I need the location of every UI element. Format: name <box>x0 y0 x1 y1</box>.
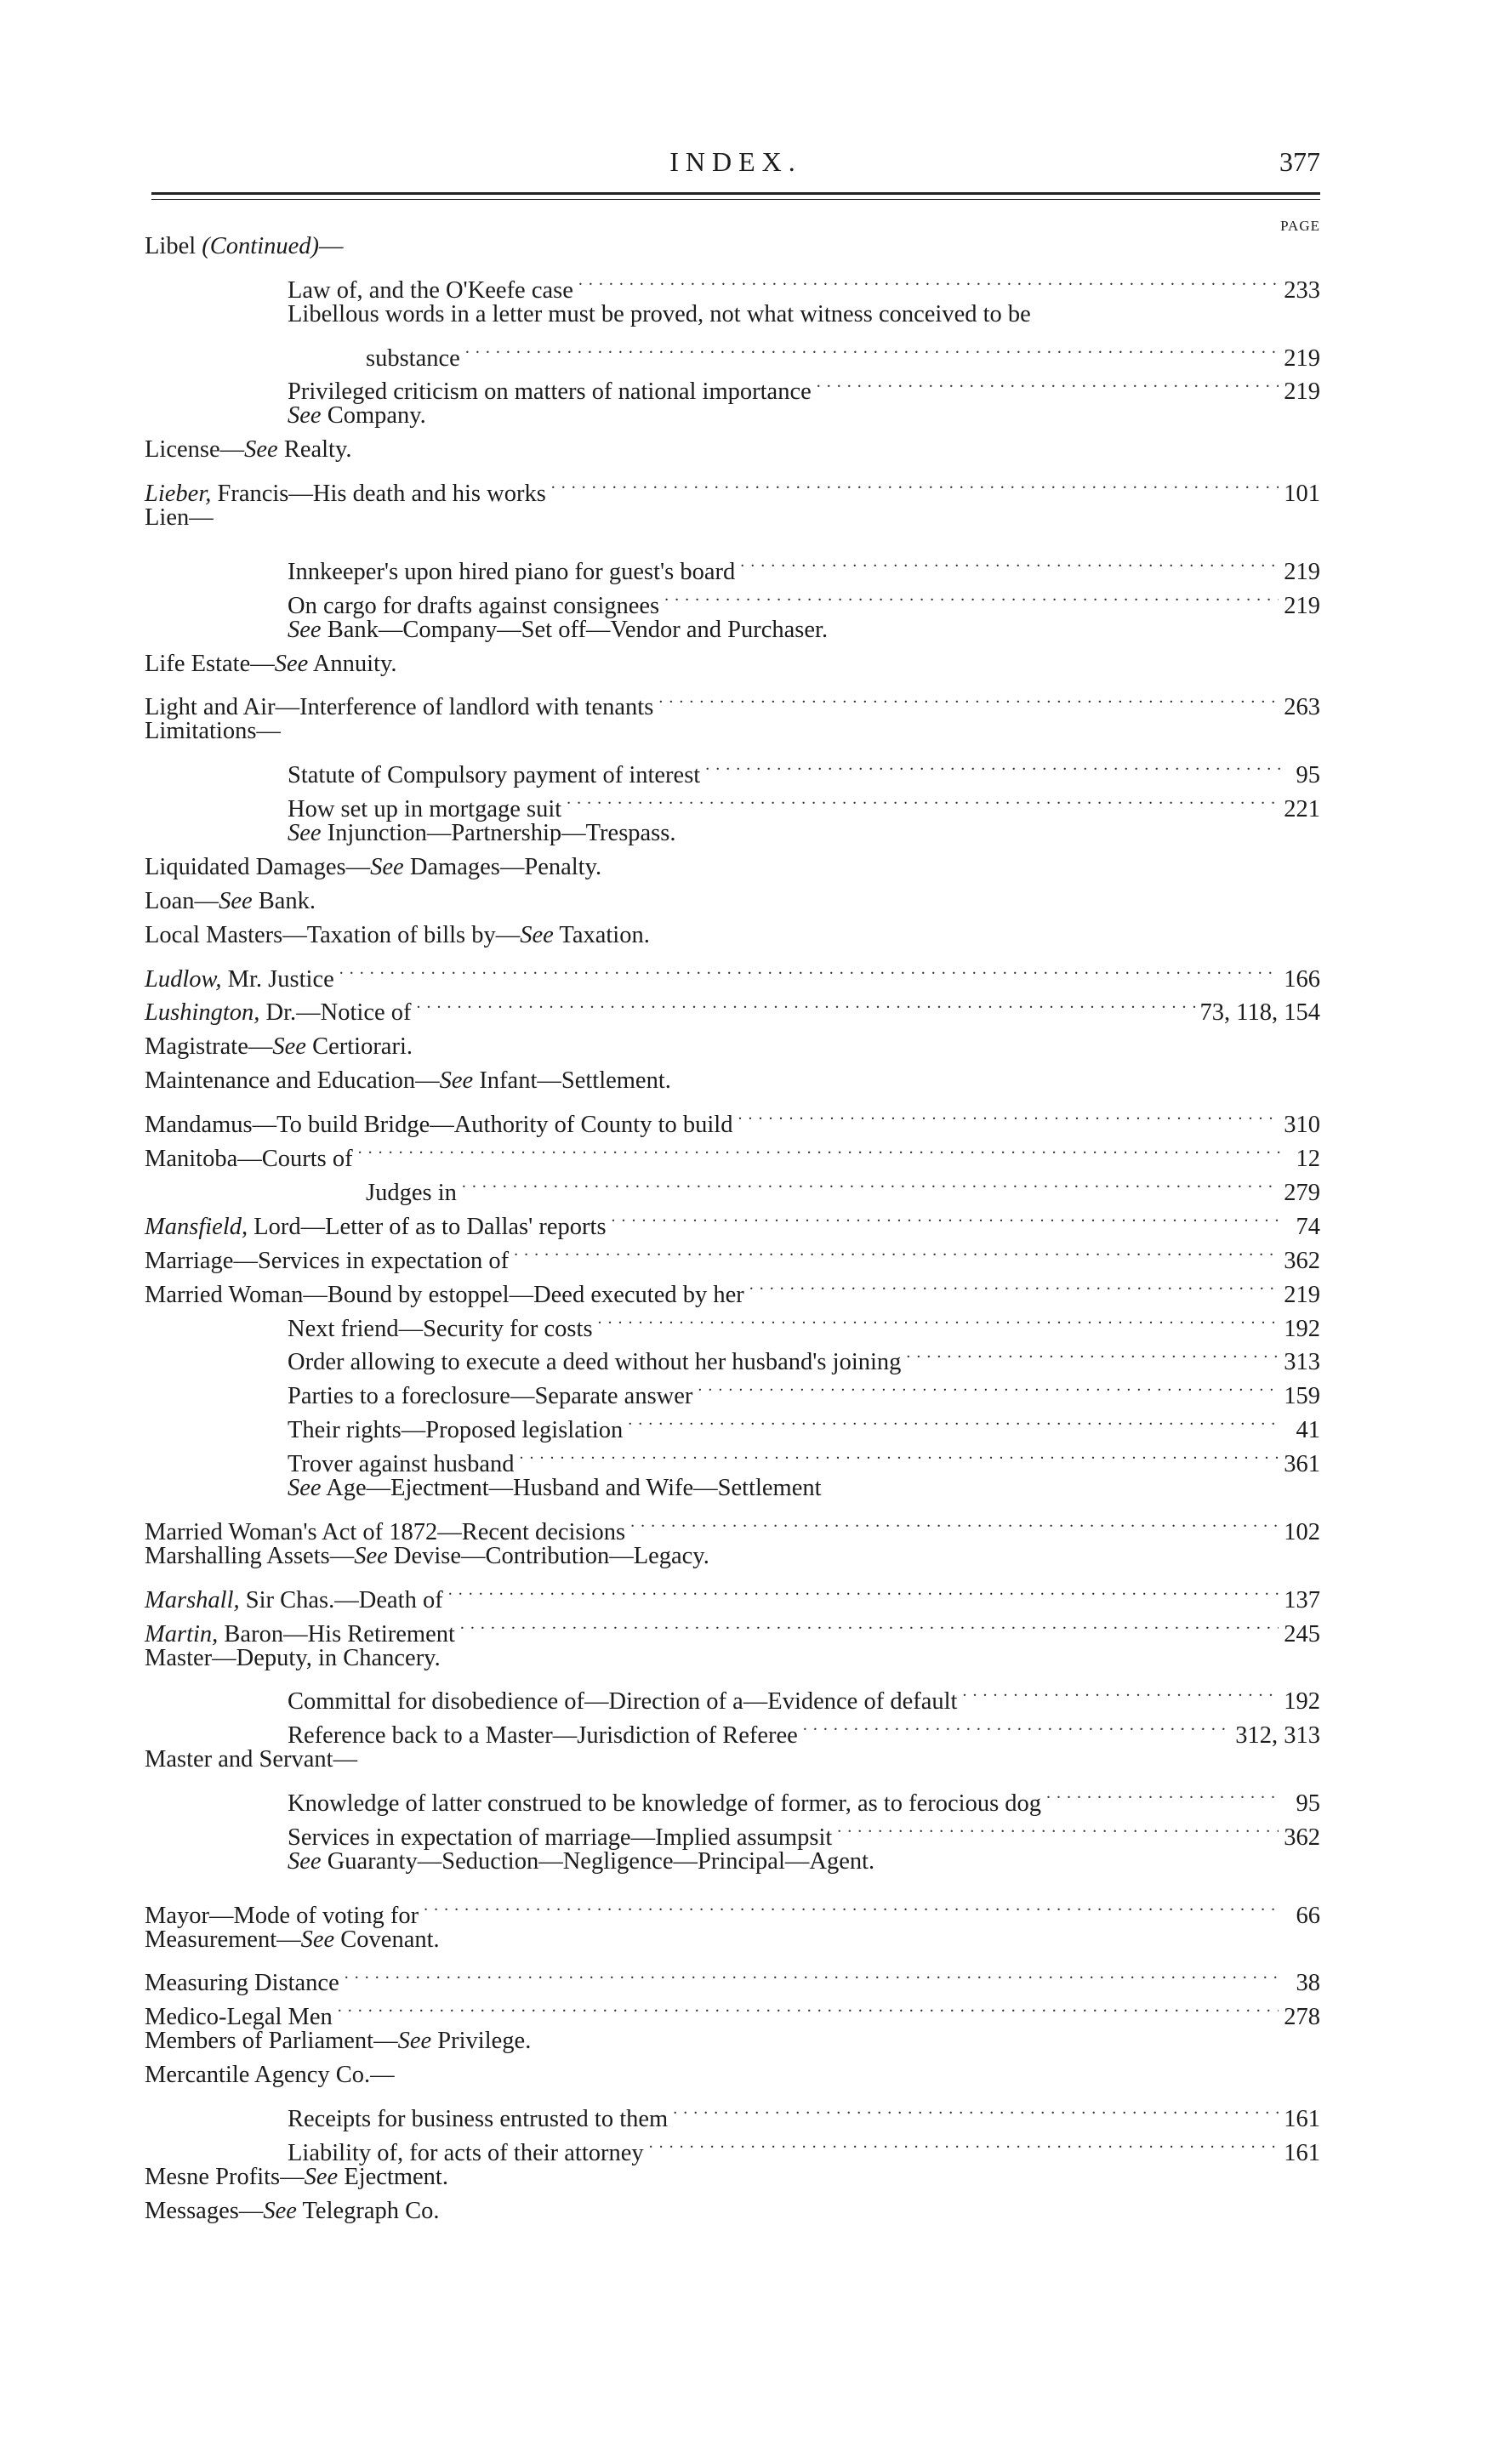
italic-text: See <box>288 1475 322 1502</box>
page-reference: 219 <box>1284 558 1320 585</box>
entry-text-part: Master and Servant— <box>145 1746 358 1773</box>
index-entry-text <box>145 851 601 885</box>
entry-text-part: Baron—His Retirement <box>218 1620 455 1647</box>
page-reference: 313 <box>1284 1349 1320 1376</box>
index-entry <box>145 2160 1320 2194</box>
entry-text-part: Company. <box>321 402 426 430</box>
entry-text-part: Age—Ejectment—Husband and Wife—Settlement <box>321 1475 822 1502</box>
entry-text-part: Mesne Profits— <box>145 2163 305 2190</box>
index-entry-text <box>145 1244 509 1278</box>
entry-text-part: Local Masters—Taxation of bills by— <box>145 921 521 948</box>
page-column-label: PAGE <box>1280 218 1320 234</box>
entry-text-part: Francis—His death and his works <box>211 481 546 508</box>
page-reference: 263 <box>1284 694 1320 721</box>
dot-leader <box>514 1234 1279 1268</box>
entry-text-part: Messages— <box>145 2197 264 2224</box>
entry-text-part: Loan— <box>145 887 219 914</box>
index-entry <box>145 681 1320 721</box>
dot-leader <box>567 782 1279 817</box>
page-reference: 279 <box>1284 1179 1320 1206</box>
entry-text-part: Measurement— <box>145 1926 301 1953</box>
index-entry <box>145 1777 1320 1817</box>
italic-text: See <box>263 2197 297 2224</box>
index-entry-text <box>145 433 351 467</box>
entry-text-part: Members of Parliament— <box>145 2028 398 2055</box>
index-entry <box>145 885 1320 919</box>
entry-text-part: Damages—Penalty. <box>403 854 602 881</box>
index-entry-text <box>366 342 460 376</box>
entry-text-part: Bank. <box>252 887 316 914</box>
index-entry-text <box>145 919 650 953</box>
index-entry <box>145 1200 1320 1240</box>
entry-text-part: Maintenance and Education— <box>145 1067 440 1095</box>
index-entry <box>145 2092 1320 2132</box>
index-entry <box>145 647 1320 681</box>
dot-leader <box>345 1957 1281 1991</box>
page-reference: 101 <box>1284 481 1320 508</box>
dot-leader <box>673 2092 1279 2126</box>
italic-text: See <box>272 1033 306 1061</box>
dot-leader <box>612 1200 1281 1234</box>
page-reference: 362 <box>1284 1824 1320 1851</box>
index-entry-text <box>288 298 1031 332</box>
entry-text-part: Liquidated Damages— <box>145 854 371 881</box>
page-reference: 95 <box>1296 1790 1320 1817</box>
dot-leader <box>803 1709 1230 1743</box>
index-entry <box>145 613 1320 647</box>
index-entry-text <box>288 1471 822 1505</box>
index-entry <box>145 1845 1320 1879</box>
dot-leader <box>740 545 1279 579</box>
index-entry <box>145 366 1320 406</box>
page-reference: 161 <box>1284 2105 1320 2132</box>
index-entry-text <box>145 230 344 264</box>
italic-text: Marshall, <box>145 1586 240 1613</box>
entry-text-part: Telegraph Co. <box>296 2197 440 2224</box>
dot-leader <box>448 1573 1279 1608</box>
page-reference: 12 <box>1296 1146 1320 1173</box>
entry-text-part: Committal for disobedience of—Direction of a—Evidence of default <box>288 1688 958 1716</box>
entry-text-part: Libellous words in a letter must be proved, not what witness conceived to be <box>288 300 1031 327</box>
entry-text-part: Realty. <box>277 436 352 464</box>
entry-text-part: Injunction—Partnership—Trespass. <box>321 820 676 847</box>
italic-text: See <box>354 1542 388 1569</box>
entry-text-part: Their rights—Proposed legislation <box>288 1417 624 1444</box>
index-entry <box>145 1573 1320 1613</box>
italic-text: See <box>397 2028 432 2055</box>
index-entry <box>145 1675 1320 1716</box>
index-entry <box>145 1889 1320 1929</box>
index-entry <box>145 1030 1320 1064</box>
index-entry <box>145 230 1320 264</box>
dot-leader <box>649 2126 1279 2160</box>
entry-text-part: Ejectment. <box>338 2163 448 2190</box>
entry-text-part: Parties to a foreclosure—Separate answer <box>288 1383 693 1410</box>
entry-text-part: Covenant. <box>334 1926 440 1953</box>
page-reference: 161 <box>1284 2139 1320 2166</box>
dot-leader <box>817 366 1279 400</box>
index-entry <box>145 1957 1320 1997</box>
page-reference: 219 <box>1284 1281 1320 1308</box>
index-entry-text <box>288 1845 874 1879</box>
entry-text-part: On cargo for drafts against consignees <box>288 592 660 619</box>
page-number: 377 <box>1279 146 1320 177</box>
index-entry-text <box>145 963 334 997</box>
index-entries <box>145 230 1320 2228</box>
entry-text-part: Dr.—Notice of <box>259 999 412 1027</box>
index-entry <box>145 298 1320 332</box>
italic-text: See <box>304 2163 339 2190</box>
index-entry-text <box>145 1642 441 1676</box>
dot-leader <box>962 1675 1279 1709</box>
entry-text-part: Bank—Company—Set off—Vendor and Purchaser. <box>321 616 829 643</box>
index-entry-text <box>288 1312 593 1346</box>
dot-leader <box>462 1166 1279 1200</box>
index-entry-text <box>145 2024 531 2058</box>
dot-leader <box>738 1098 1279 1132</box>
index-entry-text <box>288 817 676 851</box>
italic-text: See <box>219 887 253 914</box>
index-entry-text <box>145 1966 339 2000</box>
index-entry <box>145 332 1320 372</box>
entry-text-part: Judges in <box>366 1179 457 1206</box>
page-reference: 278 <box>1284 2004 1320 2031</box>
index-entry-text <box>288 1719 798 1753</box>
page-reference: 166 <box>1284 965 1320 993</box>
dot-leader <box>630 1505 1279 1539</box>
entry-text-part: — <box>319 233 344 259</box>
entry-text-part: Innkeeper's upon hired piano for guest's board <box>288 558 736 585</box>
index-entry-text <box>145 1064 671 1098</box>
page-reference: 95 <box>1296 762 1320 789</box>
entry-text-part: Lien— <box>145 504 214 532</box>
page-reference: 74 <box>1296 1213 1320 1240</box>
page-reference: 219 <box>1284 592 1320 619</box>
index-entry <box>145 953 1320 993</box>
index-entry-text <box>145 1142 353 1176</box>
index-entry <box>145 433 1320 467</box>
page-reference: 102 <box>1284 1518 1320 1545</box>
dot-leader <box>749 1268 1279 1302</box>
index-entry <box>145 1642 1320 1676</box>
index-entry <box>145 1923 1320 1957</box>
index-entry-text <box>145 1539 709 1573</box>
index-entry <box>145 2058 1320 2092</box>
entry-text-part: Liability of, for acts of their attorney <box>288 2139 644 2166</box>
index-entry-text <box>145 885 316 919</box>
index-entry-text <box>145 2194 440 2228</box>
index-entry-text <box>145 2160 448 2194</box>
italic-text: See <box>274 650 309 677</box>
page-reference: 219 <box>1284 378 1320 406</box>
entry-text-part: Magistrate— <box>145 1033 273 1061</box>
page-reference: 192 <box>1284 1315 1320 1342</box>
page-reference: 361 <box>1284 1451 1320 1478</box>
page-reference: 221 <box>1284 796 1320 823</box>
entry-text-part: Knowledge of latter construed to be knowledge of former, as to ferocious dog <box>288 1790 1042 1817</box>
entry-text-part: Mandamus—To build Bridge—Authority of County to build <box>145 1112 733 1139</box>
index-entry-text <box>288 399 426 433</box>
page-header <box>151 146 1320 180</box>
entry-text-part: How set up in mortgage suit <box>288 796 562 823</box>
index-entry-text <box>145 2058 395 2092</box>
italic-text: See <box>288 1847 322 1875</box>
entry-text-part: Services in expectation of marriage—Implied assumpsit <box>288 1824 833 1851</box>
header-rule-thin <box>151 199 1320 200</box>
dot-leader <box>1046 1777 1281 1811</box>
page-reference: 310 <box>1284 1112 1320 1139</box>
dot-leader <box>358 1132 1281 1166</box>
italic-text: See <box>300 1926 335 1953</box>
entry-text-part: Reference back to a Master—Jurisdiction of Referee <box>288 1722 798 1750</box>
index-entry <box>145 467 1320 508</box>
dot-leader <box>417 987 1195 1021</box>
page-reference: 312, 313 <box>1235 1722 1320 1750</box>
italic-text: See <box>288 616 322 643</box>
entry-text-part: Trover against husband <box>288 1451 515 1478</box>
entry-text-part: substance <box>366 344 460 372</box>
entry-text-part: Guaranty—Seduction—Negligence—Principal—Agent. <box>321 1847 875 1875</box>
dot-leader <box>338 1990 1279 2024</box>
index-entry-text <box>145 996 412 1030</box>
entry-text-part: Privilege. <box>431 2028 532 2055</box>
dot-leader <box>465 332 1279 366</box>
dot-leader <box>551 467 1279 501</box>
entry-text-part: Receipts for business entrusted to them <box>288 2105 669 2132</box>
italic-text: See <box>520 921 554 948</box>
index-entry <box>145 851 1320 885</box>
entry-text-part: Taxation. <box>553 921 650 948</box>
entry-text-part: Certiorari. <box>305 1033 413 1061</box>
index-entry-text <box>366 1176 457 1210</box>
entry-text-part: Lord—Letter of as to Dallas' reports <box>248 1213 607 1240</box>
entry-text-part: Marshalling Assets— <box>145 1542 355 1569</box>
entry-text-part: Mercantile Agency Co.— <box>145 2062 395 2089</box>
italic-text: See <box>244 436 278 464</box>
index-entry-text <box>288 613 828 647</box>
italic-text: See <box>288 820 322 847</box>
entry-text-part: Marriage—Services in expectation of <box>145 1247 510 1274</box>
entry-text-part: Medico-Legal Men <box>145 2004 333 2031</box>
italic-text: See <box>439 1067 474 1095</box>
index-entry <box>145 1064 1320 1098</box>
italic-text: Mansfield, <box>145 1213 248 1240</box>
entry-text-part: Married Woman—Bound by estoppel—Deed executed by her <box>145 1281 744 1308</box>
page-reference: 245 <box>1284 1620 1320 1647</box>
entry-text-part: Mayor—Mode of voting for <box>145 1902 419 1929</box>
entry-text-part: Infant—Settlement. <box>473 1067 671 1095</box>
entry-text-part: Manitoba—Courts of <box>145 1146 353 1173</box>
index-entry-text <box>145 1030 413 1064</box>
entry-text-part: Life Estate— <box>145 650 275 677</box>
page-reference: 362 <box>1284 1247 1320 1274</box>
dot-leader <box>705 748 1281 782</box>
dot-leader <box>460 1608 1279 1642</box>
entry-text-part: Statute of Compulsory payment of interest <box>288 762 701 789</box>
index-entry <box>145 264 1320 304</box>
dot-leader <box>598 1302 1279 1336</box>
index-entry-text <box>145 647 397 681</box>
dot-leader <box>339 953 1279 987</box>
entry-text-part: Mr. Justice <box>221 965 334 993</box>
entry-text-part: Law of, and the O'Keefe case <box>288 276 573 304</box>
index-entry-text <box>145 1584 443 1618</box>
entry-text-part: Measuring Distance <box>145 1970 339 1997</box>
dot-leader <box>837 1811 1279 1845</box>
dot-leader <box>578 264 1279 298</box>
page-reference: 233 <box>1284 276 1320 304</box>
page-reference: 192 <box>1284 1688 1320 1716</box>
italic-text: See <box>288 402 322 430</box>
page-reference: 41 <box>1296 1417 1320 1444</box>
index-entry-text <box>288 2103 668 2137</box>
index-entry <box>145 817 1320 851</box>
italic-text: Lieber, <box>145 481 212 508</box>
dot-leader <box>664 579 1279 613</box>
dot-leader <box>698 1369 1279 1403</box>
italic-text: See <box>370 854 404 881</box>
index-entry-text <box>145 1743 357 1777</box>
index-entry <box>145 545 1320 585</box>
index-entry <box>145 748 1320 789</box>
entry-text-part: Sir Chas.—Death of <box>239 1586 443 1613</box>
italic-text: Ludlow, <box>145 965 222 993</box>
index-entry <box>145 919 1320 953</box>
entry-text-part: Limitations— <box>145 718 281 745</box>
index-entry <box>145 1471 1320 1505</box>
dot-leader <box>658 681 1279 715</box>
index-entry <box>145 1539 1320 1573</box>
page-title: INDEX. <box>669 146 802 177</box>
page-reference: 159 <box>1284 1383 1320 1410</box>
entry-text-part: Order allowing to execute a deed without her husband's joining <box>288 1349 902 1376</box>
index-entry-text <box>145 1923 440 1957</box>
page-reference: 38 <box>1296 1970 1320 1997</box>
page-reference: 73, 118, 154 <box>1199 999 1320 1027</box>
italic-text: Lushington, <box>145 999 260 1027</box>
dot-leader <box>424 1889 1281 1923</box>
entry-text-part: Light and Air—Interference of landlord with tenants <box>145 694 654 721</box>
italic-text: Martin, <box>145 1620 219 1647</box>
italic-text: (Continued) <box>202 233 320 259</box>
index-entry <box>145 1505 1320 1545</box>
dot-leader <box>520 1437 1279 1471</box>
index-entry <box>145 1098 1320 1139</box>
page-reference: 137 <box>1284 1586 1320 1613</box>
dot-leader <box>906 1336 1279 1370</box>
entry-text-part: License— <box>145 436 245 464</box>
page-reference: 66 <box>1296 1902 1320 1929</box>
entry-text-part: Privileged criticism on matters of national importance <box>288 378 812 406</box>
entry-text-part: Devise—Contribution—Legacy. <box>387 1542 709 1569</box>
dot-leader <box>628 1403 1281 1437</box>
index-entry-text <box>145 714 281 748</box>
entry-text-part: Married Woman's Act of 1872—Recent decisions <box>145 1518 626 1545</box>
entry-text-part: Master—Deputy, in Chancery. <box>145 1644 441 1671</box>
header-rule-thick <box>151 192 1320 195</box>
entry-text-part: Libel <box>145 233 202 259</box>
page-reference: 219 <box>1284 344 1320 372</box>
entry-text-part: Annuity. <box>308 650 397 677</box>
index-entry-text <box>145 501 214 535</box>
entry-text-part: Next friend—Security for costs <box>288 1315 593 1342</box>
index-entry <box>145 2194 1320 2228</box>
index-entry <box>145 2024 1320 2058</box>
